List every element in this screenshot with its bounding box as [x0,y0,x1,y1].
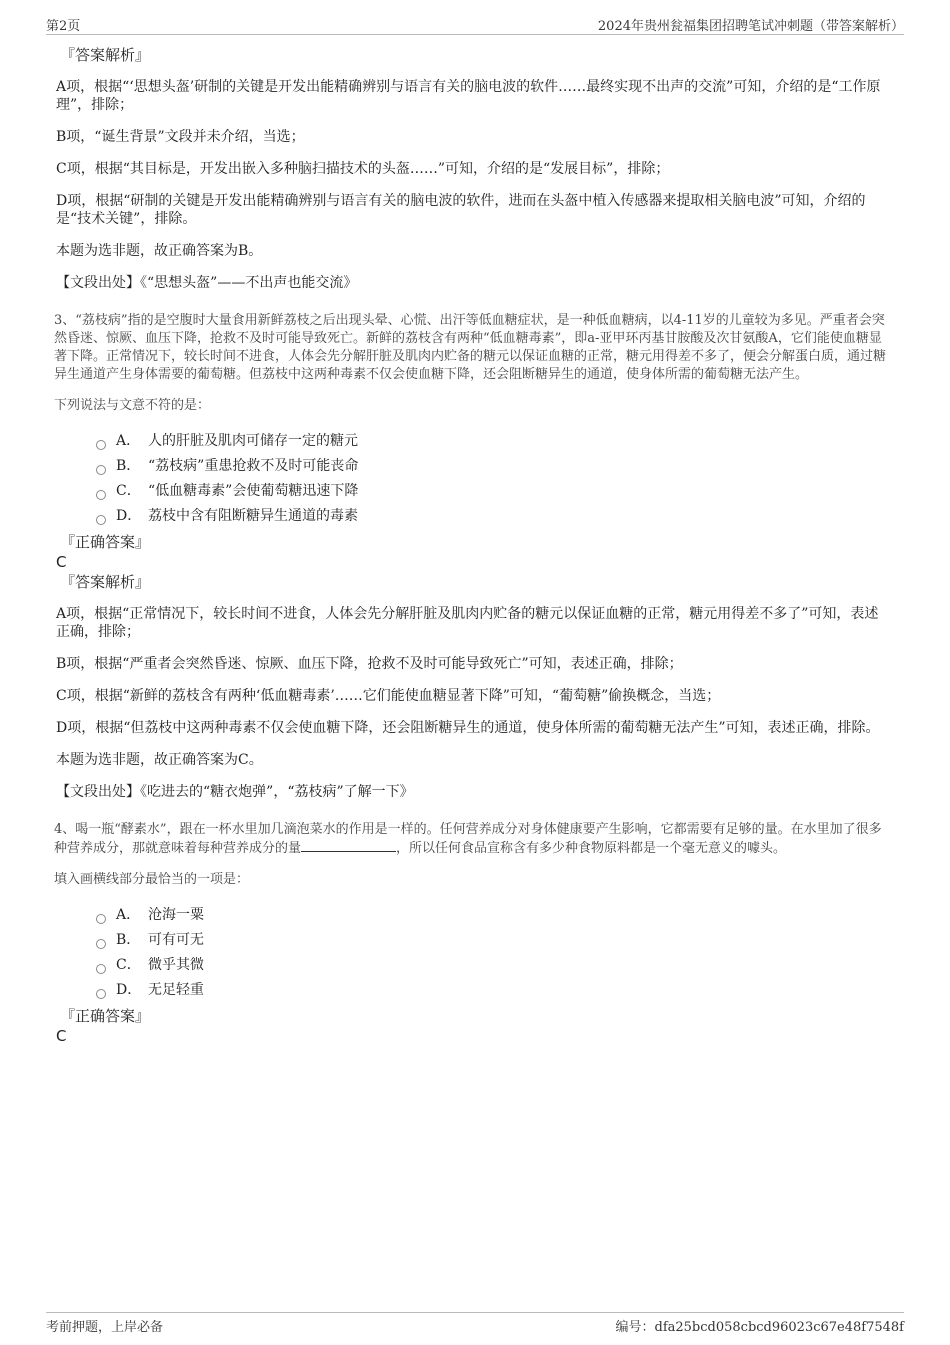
radio-icon[interactable] [96,914,106,924]
q4-option-c[interactable]: C． 微乎其微 [96,953,892,978]
q4-option-b[interactable]: B． 可有可无 [96,928,892,953]
q2-source: 【文段出处】《“思想头盔”——不出声也能交流》 [56,275,358,291]
radio-icon[interactable] [96,490,106,500]
q2-conclusion: 本题为选非题，故正确答案为B。 [56,243,263,259]
q3-option-d[interactable]: D． 荔枝中含有阻断糖异生通道的毒素 [96,504,892,529]
q2-analysis-d: D项，根据“研制的关键是开发出能精确辨别与语言有关的脑电波的软件，进而在头盔中植入传感器来提取相关脑电波”可知，介绍的是“技术关键”，排除。 [56,193,866,227]
q3-answer: C [56,553,67,571]
q3-analysis-a: A项，根据“正常情况下，较长时间不进食，人体会先分解肝脏及肌肉内贮备的糖元以保证血糖的正常，糖元用得差不多了”可知，表述正确，排除； [56,606,879,640]
q3-options [56,429,892,529]
q3-analysis-c: C项，根据“新鲜的荔枝含有两种‘低血糖毒素’……它们能使血糖显著下降”可知，“葡萄糖”偷换概念，当选； [56,688,721,704]
radio-icon[interactable] [96,939,106,949]
q4-option-a[interactable]: A． 沧海一粟 [96,903,892,928]
q3-prompt: 下列说法与文意不符的是： [54,398,211,413]
document-title: 2024年贵州瓮福集团招聘笔试冲刺题（带答案解析） [597,19,904,34]
page-number: 第2页 [46,19,81,34]
q3-stem: 3、“荔枝病”指的是空腹时大量食用新鲜荔枝之后出现头晕、心慌、出汗等低血糖症状，是一种低血糖病，以4-11岁的儿童较为多见。严重者会突然昏迷、惊厥、血压下降，抢救不及时可能导致死亡。新鲜的荔枝含有两种“低血糖毒素”，即a-亚甲环丙基甘胺酸及次甘氨酸A，它们能使血糖显著下降。正常情况下，较长时间不进食，人体会先分解肝脏及肌肉内贮备的糖元以保证血糖的正常，糖元用得差不多了，便会分解蛋白质，通过糖异生通道产生身体需要的葡萄糖。但荔枝中这两种毒素不仅会使血糖下降，还会阻断糖异生的通道，使身体所需的葡萄糖无法产生。 [54,313,887,382]
q3-answer-label: 『正确答案』 [60,533,151,551]
q3-conclusion: 本题为选非题，故正确答案为C。 [56,752,263,768]
q3-option-a[interactable]: A． 人的肝脏及肌肉可储存一定的糖元 [96,429,892,454]
q4-stem-before: 4、喝一瓶“酵素水”，跟在一杯水里加几滴泡菜水的作用是一样的。任何营养成分对身体健康要产生影响，它都需要有足够的量。在水里加了很多种营养成分，那就意味着每种营养成分的量 [54,822,882,856]
q4-answer-label: 『正确答案』 [60,1007,151,1025]
q2-analysis-a: A项，根据“‘思想头盔’研制的关键是开发出能精确辨别与语言有关的脑电波的软件……最终实现不出声的交流”可知，介绍的是“工作原理”，排除； [56,79,881,113]
radio-icon[interactable] [96,964,106,974]
q3-analysis-b: B项，根据“严重者会突然昏迷、惊厥、血压下降，抢救不及时可能导致死亡”可知，表述正确，排除； [56,656,683,672]
q2-analysis-label: 『答案解析』 [60,46,151,64]
q3-analysis-label: 『答案解析』 [60,573,151,591]
q3-analysis-d: D项，根据“但荔枝中这两种毒素不仅会使血糖下降，还会阻断糖异生的通道，使身体所需的葡萄糖无法产生”可知，表述正确，排除。 [56,720,880,736]
q2-analysis-b: B项，“诞生背景”文段并未介绍，当选； [56,129,305,145]
q3-option-b[interactable]: B． “荔枝病”重患抢救不及时可能丧命 [96,454,892,479]
q4-prompt: 填入画横线部分最恰当的一项是： [54,872,250,887]
page-header [46,14,904,35]
q4-option-d[interactable]: D． 无足轻重 [96,978,892,1003]
radio-icon[interactable] [96,515,106,525]
q2-analysis-c: C项，根据“其目标是，开发出嵌入多种脑扫描技术的头盔……”可知，介绍的是“发展目标”，排除； [56,161,670,177]
q3-source: 【文段出处】《吃进去的“糖衣炮弹”，“荔枝病”了解一下》 [56,784,414,800]
q4-options [56,903,892,1003]
radio-icon[interactable] [96,465,106,475]
radio-icon[interactable] [96,989,106,999]
footer-slogan: 考前押题，上岸必备 [46,1320,164,1335]
q3-option-c[interactable]: C． “低血糖毒素”会使葡萄糖迅速下降 [96,479,892,504]
page-footer [46,1312,904,1335]
q4-stem-after: ，所以任何食品宣称含有多少种食物原料都是一个毫无意义的噱头。 [396,841,787,856]
page-content [56,46,892,1045]
footer-code: 编号：dfa25bcd058cbcd96023c67e48f7548f [615,1320,904,1335]
q4-answer: C [56,1027,67,1045]
fill-in-blank [301,839,396,852]
q4-stem [54,821,892,858]
radio-icon[interactable] [96,440,106,450]
